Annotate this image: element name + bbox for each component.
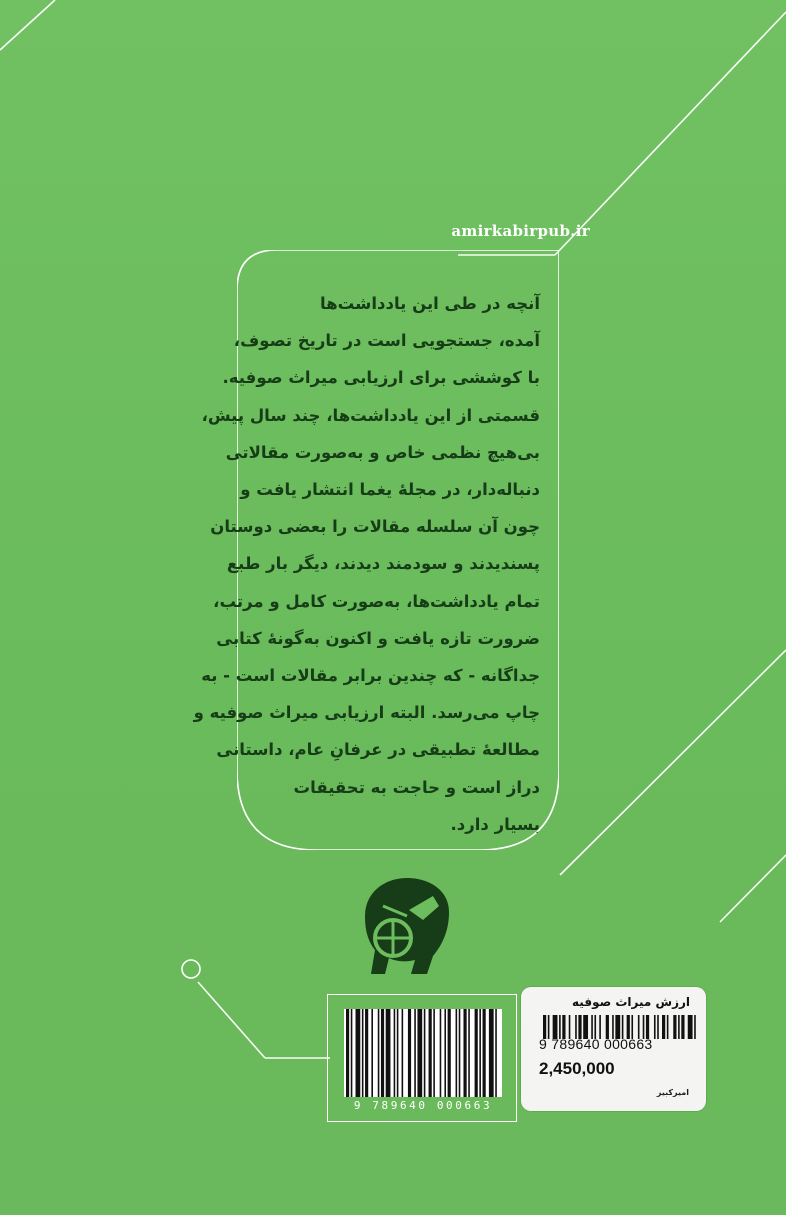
barcode-bar <box>424 1009 426 1097</box>
barcode-bar <box>362 1009 364 1097</box>
blurb-line: مطالعهٔ تطبیقی در عرفانِ عام، داستانی <box>216 740 540 760</box>
sticker-isbn: 9 789640 000663 <box>539 1036 653 1052</box>
blurb-line: جداگانه - که چندین برابر مقالات است - به <box>201 666 540 686</box>
blurb-line: دراز است و حاجت به تحقیقات <box>293 777 540 797</box>
barcode-bar <box>371 1009 373 1097</box>
barcode-bar <box>402 1009 404 1097</box>
barcode-bar <box>397 1009 399 1097</box>
printed-barcode-box <box>327 994 517 1122</box>
barcode-bar <box>475 1009 478 1097</box>
barcode-bar <box>394 1009 396 1097</box>
barcode-bar <box>456 1009 458 1097</box>
blurb-line: پسندیدند و سودمند دیدند، دیگر بار طبع <box>226 554 540 574</box>
barcode-bar <box>468 1009 470 1097</box>
blurb-line: بسیار دارد. <box>450 814 540 834</box>
printed-barcode <box>344 1009 502 1097</box>
barcode-bar <box>433 1009 435 1097</box>
decor-circle <box>182 960 200 978</box>
barcode-bar <box>429 1009 432 1097</box>
barcode-bar <box>386 1009 391 1097</box>
blurb-line: دنباله‌دار، در مجلهٔ یغما انتشار یافت و <box>240 480 540 500</box>
price-sticker <box>521 987 706 1111</box>
blurb-line: آنچه در طی این یادداشت‌ها <box>320 294 540 313</box>
barcode-bar <box>346 1009 349 1097</box>
blurb-line: آمده، جستجویی است در تاریخ تصوف، <box>233 331 540 351</box>
blurb-line: با کوششی برای ارزیابی میراث صوفیه. <box>222 368 540 388</box>
barcode-bar <box>444 1009 446 1097</box>
publisher-website: amirkabirpub.ir <box>451 222 590 240</box>
barcode-bar <box>414 1009 416 1097</box>
blurb-line: چون آن سلسله مقالات را بعضی دوستان <box>210 517 540 537</box>
barcode-bar <box>408 1009 411 1097</box>
barcode-bar <box>356 1009 361 1097</box>
barcode-bar <box>495 1009 497 1097</box>
back-cover-blurb <box>193 285 540 843</box>
barcode-bar <box>351 1009 353 1097</box>
barcode-bar <box>417 1009 422 1097</box>
blurb-line: ضرورت تازه یافت و اکنون به‌گونهٔ کتابی <box>216 628 540 648</box>
blurb-line: بی‌هیچ نظمی خاص و به‌صورت مقالاتی <box>225 442 540 462</box>
barcode-bar <box>381 1009 384 1097</box>
sticker-price: 2,450,000 <box>539 1059 615 1078</box>
chariot-horse-logo-icon <box>363 876 451 976</box>
printed-isbn-digits: 9 789640 000663 <box>353 1099 493 1112</box>
blurb-line: چاپ می‌رسد. البته ارزیابی میراث صوفیه و <box>193 703 540 723</box>
barcode-bar <box>459 1009 461 1097</box>
barcode-bar <box>463 1009 466 1097</box>
blurb-line: تمام یادداشت‌ها، به‌صورت کامل و مرتب، <box>213 591 540 611</box>
barcode-bar <box>483 1009 486 1097</box>
barcode-bar <box>448 1009 451 1097</box>
blurb-line: قسمتی از این یادداشت‌ها، چند سال پیش، <box>201 405 540 425</box>
barcode-bar <box>365 1009 368 1097</box>
barcode-bar <box>479 1009 481 1097</box>
sticker-title: ارزش میراث صوفیه <box>572 995 690 1009</box>
sticker-publisher: امیرکبیر <box>656 1088 689 1097</box>
barcode-bar <box>489 1009 494 1097</box>
barcode-bar <box>378 1009 380 1097</box>
barcode-bar <box>440 1009 442 1097</box>
